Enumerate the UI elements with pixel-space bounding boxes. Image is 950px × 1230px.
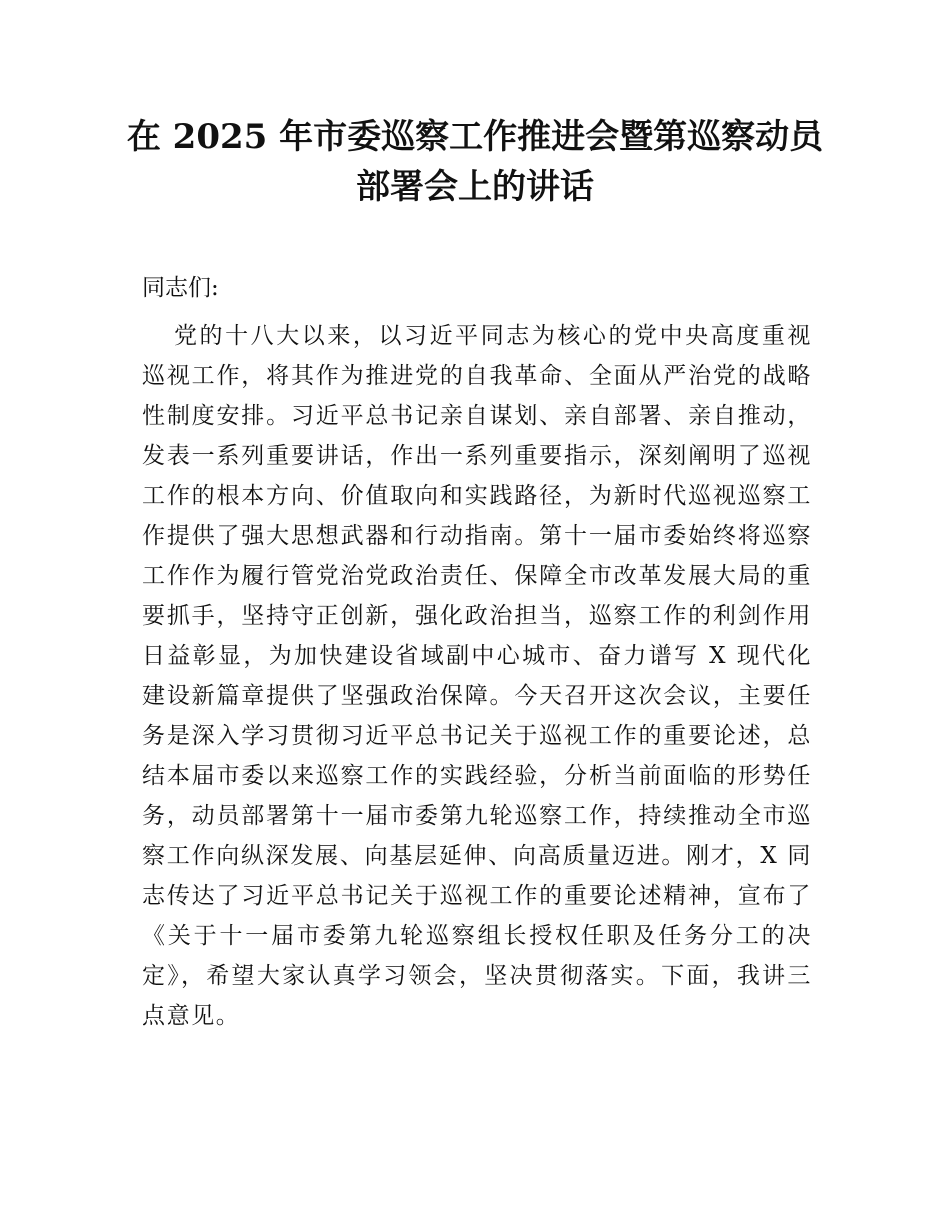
salutation: 同志们: <box>142 275 219 301</box>
paragraph-1: 党的十八大以来，以习近平同志为核心的党中央高度重视巡视工作，将其作为推进党的自我革命、全面从严治党的战略性制度安排。习近平总书记亲自谋划、亲自部署、亲自推动，发表一系列重要讲话，作出一系列重要指示，深刻阐明了巡视工作的根本方向、价值取向和实践路径，为新时代巡视巡察工作提供了强大思想武器和行动指南。第十一届市委始终将巡察工作作为履行管党治党政治责任、保障全市改革发展大局的重要抓手，坚持守正创新，强化政治担当，巡察工作的利剑作用日益彰显，为加快建设省域副中心城市、奋力谱写 X 现代化建设新篇章提供了坚强政治保障。今天召开这次会议，主要任务是深入学习贯彻习近平总书记关于巡视工作的重要论述，总结本届市委以来巡察工作的实践经验，分析当前面临的形势任务，动员部署第十一届市委第九轮巡察工作，持续推动全市巡察工作向纵深发展、向基层延伸、向高质量迈进。刚才，X 同志传达了习近平总书记关于巡视工作的重要论述精神，宣布了《关于十一届市委第九轮巡察组长授权任职及任务分工的决定》，希望大家认真学习领会，坚决贯彻落实。下面，我讲三点意见。 <box>142 323 812 1029</box>
document-body <box>142 268 812 1036</box>
title-line-1: 在 2025 年市委巡察工作推进会暨第巡察动员 <box>126 117 824 157</box>
document-title <box>120 112 830 212</box>
title-line-2: 部署会上的讲话 <box>356 167 594 207</box>
